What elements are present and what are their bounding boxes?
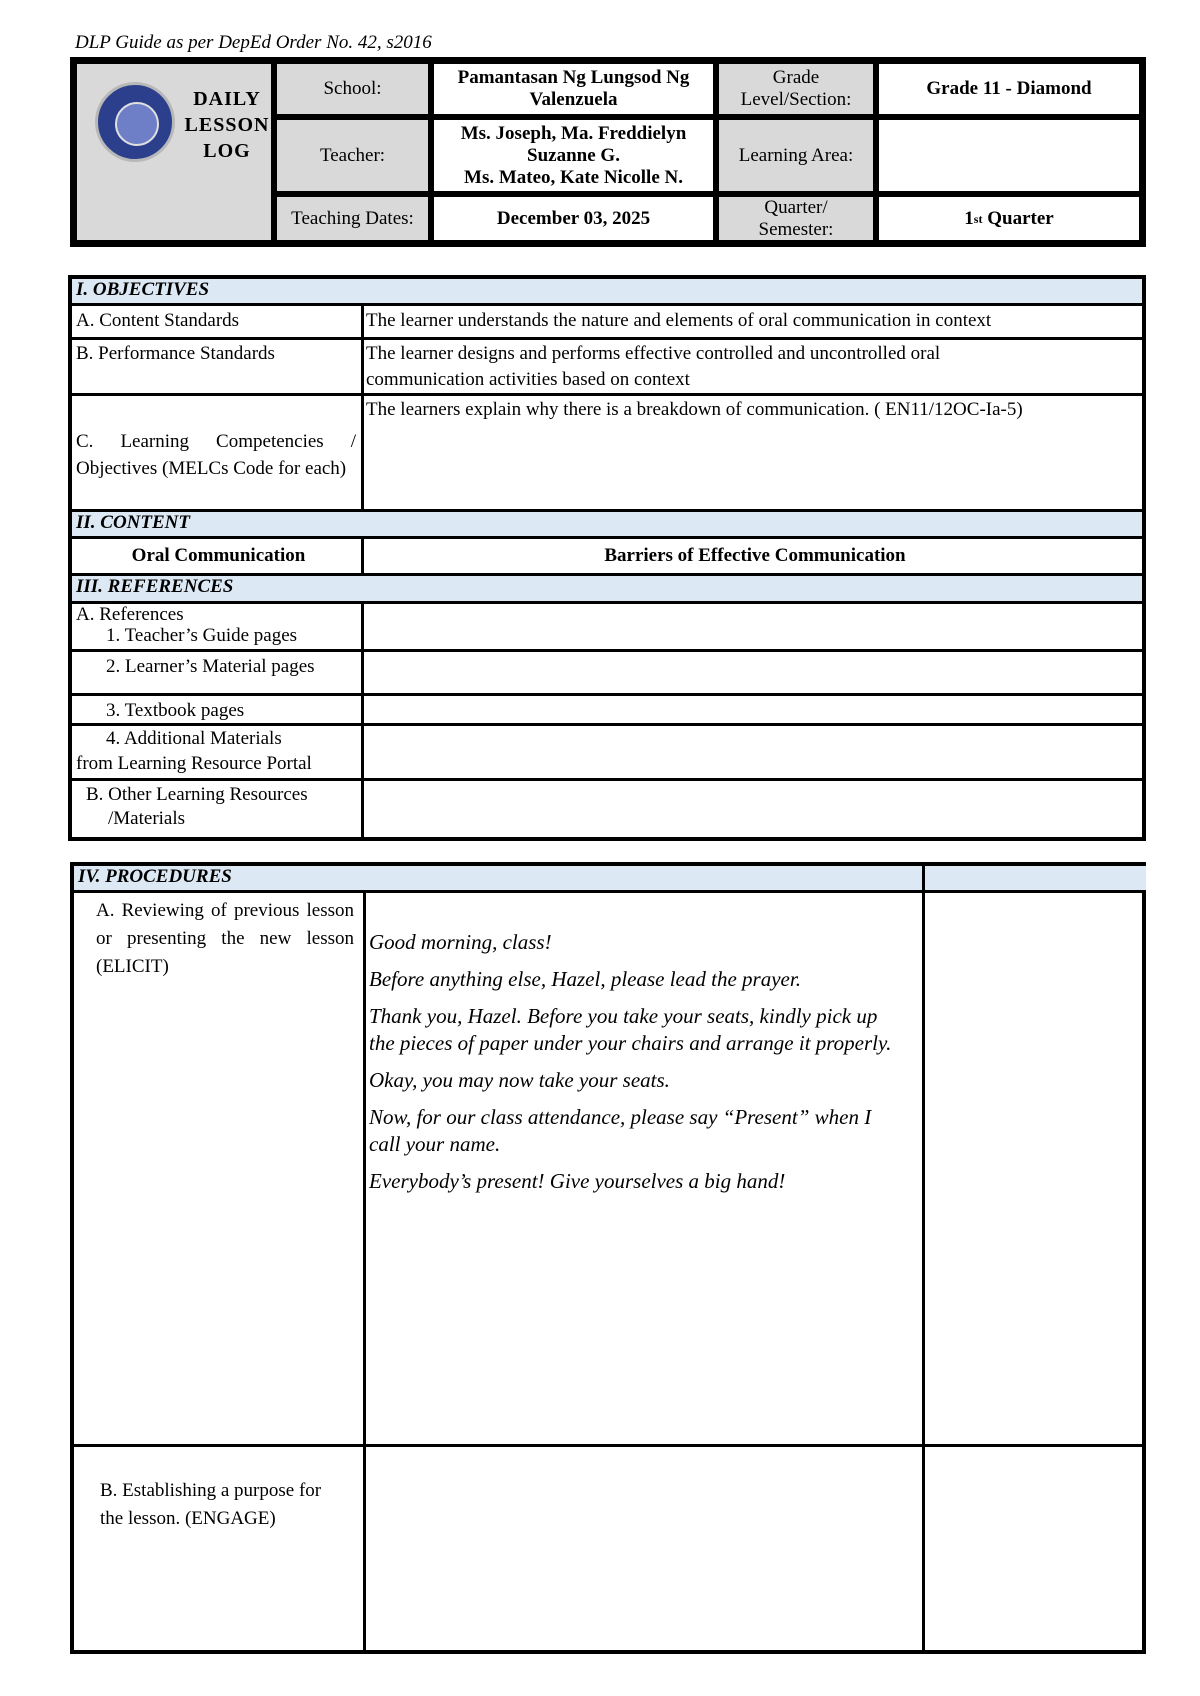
elicit-script [367, 929, 907, 1205]
learning-area-label: Learning Area: [716, 117, 876, 194]
school-label: School: [274, 61, 431, 117]
learning-competencies-row [72, 393, 1142, 509]
quarter-label: Quarter/ Semester: [716, 194, 876, 243]
teacher-value: Ms. Joseph, Ma. Freddielyn Suzanne G. Ms. Mateo, Kate Nicolle N. [431, 117, 716, 194]
learning-area-value [876, 117, 1142, 194]
additional-materials-row [72, 723, 1142, 778]
references-heading: III. REFERENCES [72, 573, 1142, 601]
elicit-row [74, 890, 1142, 1444]
references-label: A. References 1. Teacher’s Guide pages [72, 604, 361, 646]
script-line: Thank you, Hazel. Before you take your seats, kindly pick up the pieces of paper under your chairs and arrange it properly. [369, 1004, 892, 1055]
learners-material-label: 2. Learner’s Material pages [106, 656, 315, 677]
logo-cell [74, 61, 274, 243]
textbook-label: 3. Textbook pages [106, 700, 245, 721]
objectives-table [68, 275, 1146, 841]
teachers-guide-label: 1. Teacher’s Guide pages [106, 625, 298, 646]
script-line: Everybody’s present! Give yourselves a big hand! [369, 1169, 786, 1193]
performance-standards-value: The learner designs and performs effective controlled and uncontrolled oral communication activities based on context [366, 343, 941, 390]
objectives-heading: I. OBJECTIVES [72, 279, 1142, 303]
content-topic: Barriers of Effective Communication [604, 545, 906, 566]
textbook-row [72, 693, 1142, 723]
procedures-heading: IV. PROCEDURES [74, 866, 922, 890]
content-standards-value: The learner understands the nature and elements of oral communication in context [366, 310, 992, 331]
teachers-guide-row [72, 601, 1142, 649]
content-standards-label: A. Content Standards [76, 310, 240, 331]
other-resources-label: B. Other Learning Resources /Materials [86, 784, 308, 829]
additional-materials-label: 4. Additional Materials from Learning Resource Portal [76, 728, 312, 774]
school-value: Pamantasan Ng Lungsod Ng Valenzuela [431, 61, 716, 117]
learning-competencies-label: C. Learning Competencies / Objectives (MELCs Code for each) [76, 431, 356, 479]
grade-label: Grade Level/Section: [716, 61, 876, 117]
script-line: Good morning, class! [369, 930, 552, 954]
performance-standards-row [72, 337, 1142, 393]
script-line: Okay, you may now take your seats. [369, 1068, 670, 1092]
other-resources-row [72, 778, 1142, 838]
guide-note: DLP Guide as per DepEd Order No. 42, s2016 [75, 32, 432, 53]
content-row [72, 536, 1142, 573]
content-subject: Oral Communication [131, 545, 306, 566]
quarter-value: 1 st Quarter [876, 194, 1142, 243]
script-line: Now, for our class attendance, please say “Present” when I call your name. [369, 1105, 872, 1156]
performance-standards-label: B. Performance Standards [76, 343, 275, 364]
teacher-label: Teacher: [274, 117, 431, 194]
engage-label: B. Establishing a purpose for the lesson. (ENGAGE) [100, 1480, 322, 1529]
procedures-heading-side [925, 866, 1146, 890]
learning-competencies-value: The learners explain why there is a breakdown of communication. ( EN11/12OC-Ia-5) [366, 399, 1023, 420]
teaching-dates-value: December 03, 2025 [431, 194, 716, 243]
engage-row [74, 1444, 1142, 1654]
learners-material-row [72, 649, 1142, 693]
elicit-label: A. Reviewing of previous lesson or presenting the new lesson (ELICIT) [96, 900, 354, 977]
deped-seal-icon [95, 82, 175, 162]
content-standards-row [72, 303, 1142, 337]
teaching-dates-label: Teaching Dates: [274, 194, 431, 243]
script-line: Before anything else, Hazel, please lead the prayer. [369, 967, 801, 991]
procedures-table [70, 862, 1146, 1654]
daily-lesson-log-title: DAILY LESSON LOG [184, 88, 270, 162]
header-table [70, 57, 1146, 247]
content-heading: II. CONTENT [72, 509, 1142, 536]
grade-value: Grade 11 - Diamond [876, 61, 1142, 117]
